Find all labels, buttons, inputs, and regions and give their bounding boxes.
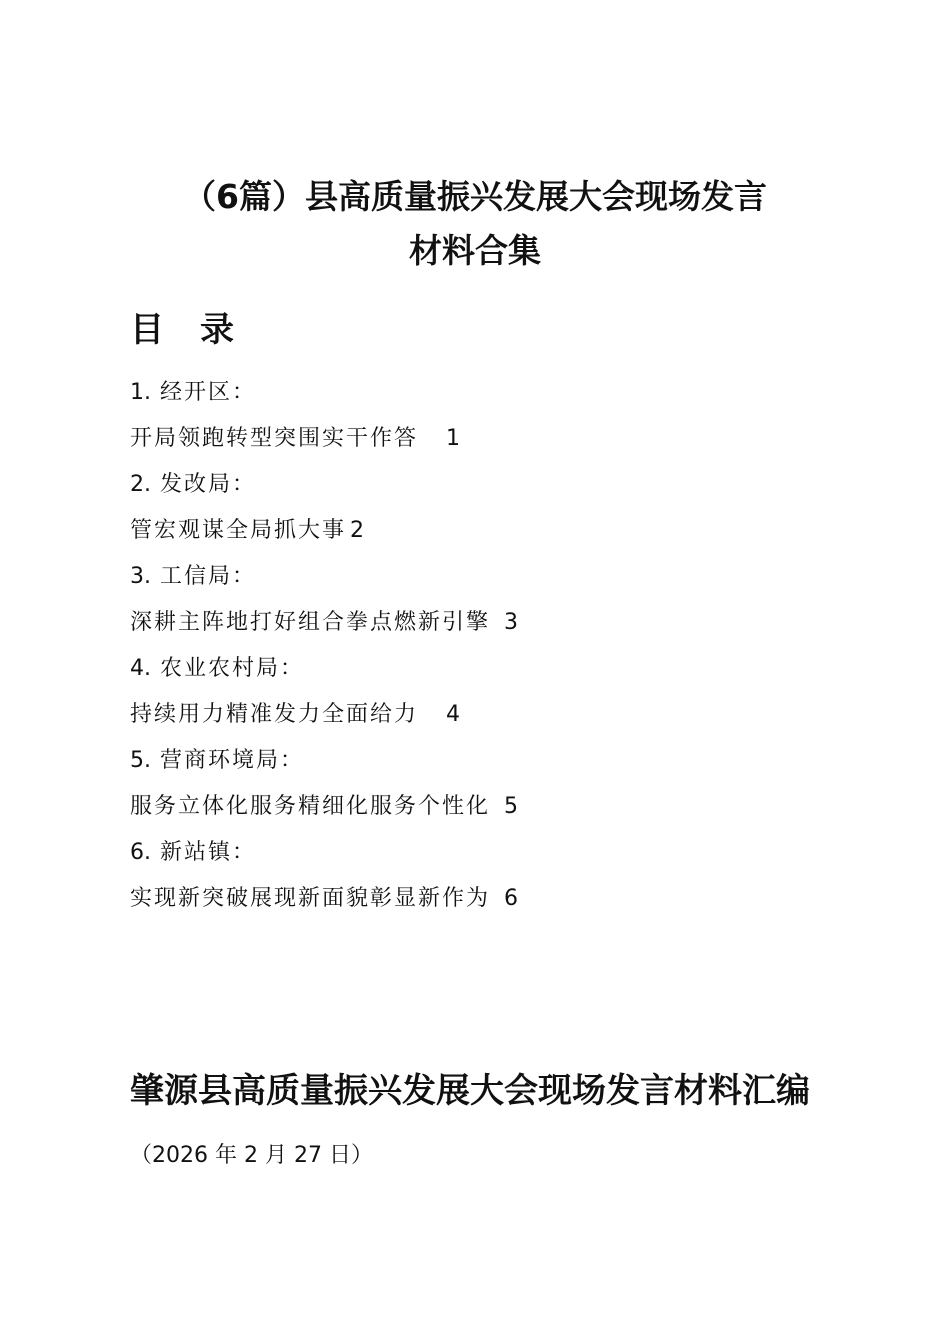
toc-entry-title-text: 管宏观谋全局抓大事	[130, 518, 347, 543]
toc-entry-title[interactable]	[130, 698, 830, 744]
toc-entry-unit-label: 农业农村局：	[160, 656, 305, 681]
toc-entry-number: 1.	[130, 380, 151, 405]
toc-entry-title-text: 开局领跑转型突围实干作答	[130, 426, 419, 451]
toc-entry-unit[interactable]	[130, 560, 830, 606]
toc-entry-unit-label: 工信局：	[160, 564, 257, 589]
toc-entry-page: 3	[504, 610, 519, 635]
toc-heading	[130, 302, 234, 351]
toc-entry-page: 1	[446, 426, 461, 451]
toc-entry-title[interactable]	[130, 882, 830, 928]
toc-entry-unit-label: 新站镇：	[160, 840, 257, 865]
table-of-contents	[130, 376, 830, 928]
toc-entry-number: 6.	[130, 840, 151, 865]
section-title: 肇源县高质量振兴发展大会现场发言材料汇编	[130, 1071, 810, 1111]
document-title	[0, 170, 950, 278]
toc-heading-char-1: 目	[130, 310, 164, 350]
document-title-line-1: （6篇）县高质量振兴发展大会现场发言	[183, 177, 767, 216]
toc-entry-number: 5.	[130, 748, 151, 773]
toc-entry-unit[interactable]	[130, 376, 830, 422]
toc-entry-title-text: 服务立体化服务精细化服务个性化	[130, 794, 491, 819]
section-date: （2026 年 2 月 27 日）	[130, 1143, 373, 1168]
toc-entry-unit[interactable]	[130, 836, 830, 882]
toc-entry-title-text: 持续用力精准发力全面给力	[130, 702, 419, 727]
toc-entry-number: 3.	[130, 564, 151, 589]
toc-entry-unit-label: 经开区：	[160, 380, 257, 405]
toc-entry-unit[interactable]	[130, 744, 830, 790]
toc-entry-number: 4.	[130, 656, 151, 681]
toc-entry-title-text: 实现新突破展现新面貌彰显新作为	[130, 886, 491, 911]
toc-entry-page: 2	[350, 518, 365, 543]
toc-entry-page: 6	[504, 886, 519, 911]
toc-entry-unit-label: 营商环境局：	[160, 748, 305, 773]
toc-entry-number: 2.	[130, 472, 151, 497]
toc-entry-unit-label: 发改局：	[160, 472, 257, 497]
toc-entry-title[interactable]	[130, 790, 830, 836]
toc-entry-page: 4	[446, 702, 461, 727]
document-title-line-2: 材料合集	[409, 231, 541, 270]
toc-entry-title[interactable]	[130, 514, 830, 560]
toc-entry-title-text: 深耕主阵地打好组合拳点燃新引擎	[130, 610, 491, 635]
toc-heading-char-2: 录	[200, 310, 234, 350]
toc-entry-unit[interactable]	[130, 468, 830, 514]
toc-entry-title[interactable]	[130, 606, 830, 652]
toc-entry-page: 5	[504, 794, 519, 819]
toc-entry-unit[interactable]	[130, 652, 830, 698]
toc-entry-title[interactable]	[130, 422, 830, 468]
